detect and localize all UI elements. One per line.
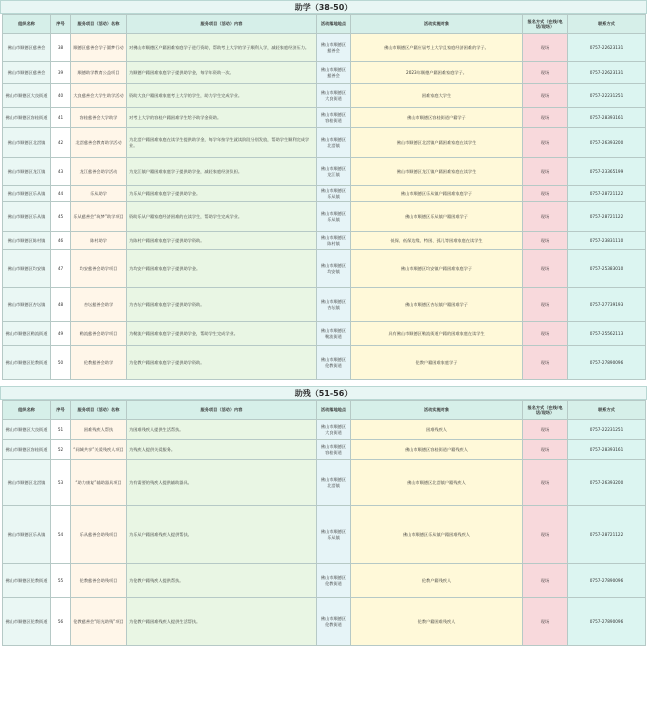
signup-mode: 现场 xyxy=(523,232,568,250)
target-cell: 佛山市顺德区均安镇户籍困难家庭学子 xyxy=(351,250,523,288)
project-content: 为顺德户籍困难家庭学子提供助学金，每学年资助一次。 xyxy=(127,62,317,84)
signup-mode: 现场 xyxy=(523,564,568,598)
target-cell: 佛山市顺德区北滘镇户籍残疾人 xyxy=(351,460,523,506)
contact-phone: 0757-28393161 xyxy=(568,440,646,460)
project-name: 乐从慈善会“筑梦”助学项目 xyxy=(71,202,127,232)
contact-phone: 0757-23365199 xyxy=(568,158,646,186)
location-cell: 佛山市顺德区大良街道 xyxy=(317,84,351,108)
header-phone: 联系方式 xyxy=(568,401,646,420)
signup-mode: 现场 xyxy=(523,84,568,108)
signup-mode: 现场 xyxy=(523,598,568,646)
org-cell: 佛山市顺德区慈善会 xyxy=(3,62,51,84)
org-cell: 佛山市顺德区北滘镇 xyxy=(3,460,51,506)
location-cell: 佛山市顺德区勒流街道 xyxy=(317,322,351,346)
header-name: 服务项目（活动）名称 xyxy=(71,15,127,34)
project-content: 为勒流户籍困难家庭学子提供助学金，帮助学生完成学业。 xyxy=(127,322,317,346)
location-cell: 佛山市顺德区均安镇 xyxy=(317,250,351,288)
org-cell: 佛山市顺德区伦教街道 xyxy=(3,346,51,380)
target-cell: 低保、低保边缘、特困、孤儿等困难家庭在读学生 xyxy=(351,232,523,250)
table-header-row xyxy=(3,401,646,420)
row-number: 41 xyxy=(51,108,71,128)
org-cell: 佛山市顺德区伦教街道 xyxy=(3,598,51,646)
project-content: 为伦教户籍残疾人提供帮扶。 xyxy=(127,564,317,598)
table-row xyxy=(3,564,646,598)
project-content: 为有需要的残疾人提供辅助器具。 xyxy=(127,460,317,506)
project-name: 龙江慈善会助学活动 xyxy=(71,158,127,186)
org-cell: 佛山市顺德区北滘镇 xyxy=(3,128,51,158)
signup-mode: 现场 xyxy=(523,288,568,322)
target-cell: 佛山市顺德区乐从镇户籍困难家庭学子 xyxy=(351,186,523,202)
row-number: 49 xyxy=(51,322,71,346)
table-row xyxy=(3,250,646,288)
contact-phone: 0757-28393161 xyxy=(568,108,646,128)
row-number: 43 xyxy=(51,158,71,186)
location-cell: 佛山市顺德区大良街道 xyxy=(317,420,351,440)
row-number: 55 xyxy=(51,564,71,598)
row-number: 38 xyxy=(51,34,71,62)
contact-phone: 0757-22623131 xyxy=(568,34,646,62)
header-name: 服务项目（活动）名称 xyxy=(71,401,127,420)
org-cell: 佛山市顺德区大良街道 xyxy=(3,84,51,108)
project-content: 资助乐从户籍家庭经济困难的在读学生，帮助学生完成学业。 xyxy=(127,202,317,232)
signup-mode: 现场 xyxy=(523,202,568,232)
signup-mode: 现场 xyxy=(523,440,568,460)
row-number: 54 xyxy=(51,506,71,564)
target-cell: 佛山市顺德区杏坛镇户籍困难学子 xyxy=(351,288,523,322)
row-number: 45 xyxy=(51,202,71,232)
row-number: 47 xyxy=(51,250,71,288)
org-cell: 佛山市顺德区杏坛镇 xyxy=(3,288,51,322)
row-number: 51 xyxy=(51,420,71,440)
location-cell: 佛山市顺德区容桂街道 xyxy=(317,108,351,128)
org-cell: 佛山市顺德区容桂街道 xyxy=(3,440,51,460)
target-cell: 困难残疾人 xyxy=(351,420,523,440)
org-cell: 佛山市顺德区乐从镇 xyxy=(3,202,51,232)
project-name: 北滘慈善会教育助学活动 xyxy=(71,128,127,158)
location-cell: 佛山市顺德区乐从镇 xyxy=(317,186,351,202)
section-title-disability: 助残（51-56） xyxy=(0,386,647,400)
project-name: 乐从慈善会助残项目 xyxy=(71,506,127,564)
project-content: 为龙江镇户籍困难家庭学子提供助学金，减轻家庭经济负担。 xyxy=(127,158,317,186)
org-cell: 佛山市顺德区伦教街道 xyxy=(3,564,51,598)
header-location: 活动落地地点 xyxy=(317,15,351,34)
row-number: 48 xyxy=(51,288,71,322)
location-cell: 佛山市顺德区乐从镇 xyxy=(317,202,351,232)
project-name: 伦教慈善会助学 xyxy=(71,346,127,380)
org-cell: 佛山市顺德区慈善会 xyxy=(3,34,51,62)
table-row xyxy=(3,84,646,108)
table-row xyxy=(3,460,646,506)
project-content: 为均安户籍困难家庭学子提供助学金。 xyxy=(127,250,317,288)
target-cell: 伦教户籍困难残疾人 xyxy=(351,598,523,646)
signup-mode: 现场 xyxy=(523,346,568,380)
table-row xyxy=(3,202,646,232)
contact-phone: 0757-27890096 xyxy=(568,564,646,598)
signup-mode: 现场 xyxy=(523,322,568,346)
contact-phone: 0757-22231251 xyxy=(568,84,646,108)
target-cell: 佛山市顺德区乐从镇户籍困难学子 xyxy=(351,202,523,232)
table-row xyxy=(3,158,646,186)
signup-mode: 现场 xyxy=(523,158,568,186)
target-cell: 佛山市顺德区北滘镇户籍困难家庭在读学生 xyxy=(351,128,523,158)
header-target: 活动实施对象 xyxy=(351,15,523,34)
header-org: 组织名称 xyxy=(3,401,51,420)
project-content: 为伦教户籍困难残疾人提供生活帮扶。 xyxy=(127,598,317,646)
location-cell: 佛山市顺德区伦教街道 xyxy=(317,598,351,646)
location-cell: 佛山市顺德区伦教街道 xyxy=(317,346,351,380)
project-name: 伦教慈善会助残项目 xyxy=(71,564,127,598)
project-content: 对佛山市顺德区户籍困难家庭学子进行资助，帮助考上大学的学子顺利入学，减轻家庭经济压力。 xyxy=(127,34,317,62)
project-content: 为陈村户籍困难家庭学子提供助学资助。 xyxy=(127,232,317,250)
target-cell: 佛山市顺德区户籍应届考上大学且家庭经济困难的学子。 xyxy=(351,34,523,62)
row-number: 46 xyxy=(51,232,71,250)
location-cell: 佛山市顺德区龙江镇 xyxy=(317,158,351,186)
target-cell: 具有佛山市顺德区勒流街道户籍的困难家庭在读学生 xyxy=(351,322,523,346)
header-content: 服务项目（活动）内容 xyxy=(127,15,317,34)
header-mode: 报名方式（在线/电话/现场） xyxy=(523,15,568,34)
table-row xyxy=(3,288,646,322)
contact-phone: 0757-26393200 xyxy=(568,460,646,506)
signup-mode: 现场 xyxy=(523,128,568,158)
project-name: 顺德助学教育公益项目 xyxy=(71,62,127,84)
project-content: 为困难残疾人提供生活帮扶。 xyxy=(127,420,317,440)
project-name: 乐从助学 xyxy=(71,186,127,202)
project-name: 杏坛慈善会助学 xyxy=(71,288,127,322)
project-content: 对考上大学的容桂户籍困难学生给予助学金资助。 xyxy=(127,108,317,128)
table-row xyxy=(3,232,646,250)
location-cell: 佛山市顺德区慈善会 xyxy=(317,62,351,84)
row-number: 40 xyxy=(51,84,71,108)
signup-mode: 现场 xyxy=(523,420,568,440)
row-number: 53 xyxy=(51,460,71,506)
project-content: 为乐从户籍困难残疾人提供帮扶。 xyxy=(127,506,317,564)
contact-phone: 0757-28721122 xyxy=(568,186,646,202)
contact-phone: 0757-23831110 xyxy=(568,232,646,250)
project-content: 为北滘户籍困难家庭在读学生提供助学金，每学年按学生就读阶段分别发放，帮助学生顺利完成学业。 xyxy=(127,128,317,158)
signup-mode: 现场 xyxy=(523,186,568,202)
signup-mode: 现场 xyxy=(523,34,568,62)
education-table xyxy=(2,14,646,380)
contact-phone: 0757-28721122 xyxy=(568,506,646,564)
header-phone: 联系方式 xyxy=(568,15,646,34)
row-number: 39 xyxy=(51,62,71,84)
contact-phone: 0757-28721122 xyxy=(568,202,646,232)
location-cell: 佛山市顺德区北滘镇 xyxy=(317,460,351,506)
target-cell: 2023年顺德户籍困难家庭学子。 xyxy=(351,62,523,84)
project-name: 均安慈善会助学项目 xyxy=(71,250,127,288)
table-row xyxy=(3,506,646,564)
header-mode: 报名方式（在线/电话/现场） xyxy=(523,401,568,420)
contact-phone: 0757-25383010 xyxy=(568,250,646,288)
target-cell: 困难家庭大学生 xyxy=(351,84,523,108)
table-row xyxy=(3,128,646,158)
contact-phone: 0757-22231251 xyxy=(568,420,646,440)
org-cell: 佛山市顺德区勒流街道 xyxy=(3,322,51,346)
target-cell: 佛山市顺德区容桂街道户籍学子 xyxy=(351,108,523,128)
location-cell: 佛山市顺德区伦教街道 xyxy=(317,564,351,598)
org-cell: 佛山市顺德区乐从镇 xyxy=(3,186,51,202)
header-no: 序号 xyxy=(51,15,71,34)
project-name: 勒流慈善会助学项目 xyxy=(71,322,127,346)
table-row xyxy=(3,440,646,460)
header-content: 服务项目（活动）内容 xyxy=(127,401,317,420)
org-cell: 佛山市顺德区龙江镇 xyxy=(3,158,51,186)
project-name: 伦教慈善会“阳光助残”项目 xyxy=(71,598,127,646)
target-cell: 伦教户籍残疾人 xyxy=(351,564,523,598)
project-content: 资助大良户籍困难家庭考上大学的学生，助力学生完成学业。 xyxy=(127,84,317,108)
contact-phone: 0757-27890096 xyxy=(568,598,646,646)
header-org: 组织名称 xyxy=(3,15,51,34)
section-title-education: 助学（38-50） xyxy=(0,0,647,14)
table-header-row xyxy=(3,15,646,34)
project-content: 为残疾人提供关爱服务。 xyxy=(127,440,317,460)
location-cell: 佛山市顺德区陈村镇 xyxy=(317,232,351,250)
table-row xyxy=(3,34,646,62)
row-number: 42 xyxy=(51,128,71,158)
location-cell: 佛山市顺德区慈善会 xyxy=(317,34,351,62)
header-location: 活动落地地点 xyxy=(317,401,351,420)
target-cell: 佛山市顺德区龙江镇户籍困难家庭在读学生 xyxy=(351,158,523,186)
table-row xyxy=(3,62,646,84)
project-content: 为乐从户籍困难家庭学子提供助学金。 xyxy=(127,186,317,202)
project-content: 为杏坛户籍困难家庭学子提供助学资助。 xyxy=(127,288,317,322)
target-cell: 佛山市顺德区乐从镇户籍困难残疾人 xyxy=(351,506,523,564)
project-content: 为伦教户籍困难家庭学子提供助学资助。 xyxy=(127,346,317,380)
contact-phone: 0757-27739193 xyxy=(568,288,646,322)
org-cell: 佛山市顺德区大良街道 xyxy=(3,420,51,440)
disability-table xyxy=(2,400,646,646)
project-name: 陈村助学 xyxy=(71,232,127,250)
target-cell: 佛山市顺德区容桂街道户籍残疾人 xyxy=(351,440,523,460)
contact-phone: 0757-25562113 xyxy=(568,322,646,346)
table-row xyxy=(3,108,646,128)
project-name: 容桂慈善会大学助学 xyxy=(71,108,127,128)
project-name: “助力康复”辅助器具项目 xyxy=(71,460,127,506)
header-target: 活动实施对象 xyxy=(351,401,523,420)
project-name: 困难残疾人帮扶 xyxy=(71,420,127,440)
location-cell: 佛山市顺德区乐从镇 xyxy=(317,506,351,564)
row-number: 50 xyxy=(51,346,71,380)
location-cell: 佛山市顺德区容桂街道 xyxy=(317,440,351,460)
table-row xyxy=(3,420,646,440)
row-number: 52 xyxy=(51,440,71,460)
contact-phone: 0757-22623131 xyxy=(568,62,646,84)
location-cell: 佛山市顺德区北滘镇 xyxy=(317,128,351,158)
header-no: 序号 xyxy=(51,401,71,420)
table-row xyxy=(3,186,646,202)
row-number: 44 xyxy=(51,186,71,202)
contact-phone: 0757-26393200 xyxy=(568,128,646,158)
org-cell: 佛山市顺德区乐从镇 xyxy=(3,506,51,564)
project-name: “同城共享”关爱残疾人项目 xyxy=(71,440,127,460)
org-cell: 佛山市顺德区容桂街道 xyxy=(3,108,51,128)
table-row xyxy=(3,346,646,380)
table-row xyxy=(3,598,646,646)
table-row xyxy=(3,322,646,346)
signup-mode: 现场 xyxy=(523,460,568,506)
signup-mode: 现场 xyxy=(523,506,568,564)
location-cell: 佛山市顺德区杏坛镇 xyxy=(317,288,351,322)
row-number: 56 xyxy=(51,598,71,646)
contact-phone: 0757-27890096 xyxy=(568,346,646,380)
project-name: 顺德区慈善会学子圆梦行动 xyxy=(71,34,127,62)
signup-mode: 现场 xyxy=(523,108,568,128)
signup-mode: 现场 xyxy=(523,62,568,84)
project-name: 大良慈善会大学生助学活动 xyxy=(71,84,127,108)
org-cell: 佛山市顺德区陈村镇 xyxy=(3,232,51,250)
signup-mode: 现场 xyxy=(523,250,568,288)
org-cell: 佛山市顺德区均安镇 xyxy=(3,250,51,288)
target-cell: 伦教户籍困难家庭学子 xyxy=(351,346,523,380)
